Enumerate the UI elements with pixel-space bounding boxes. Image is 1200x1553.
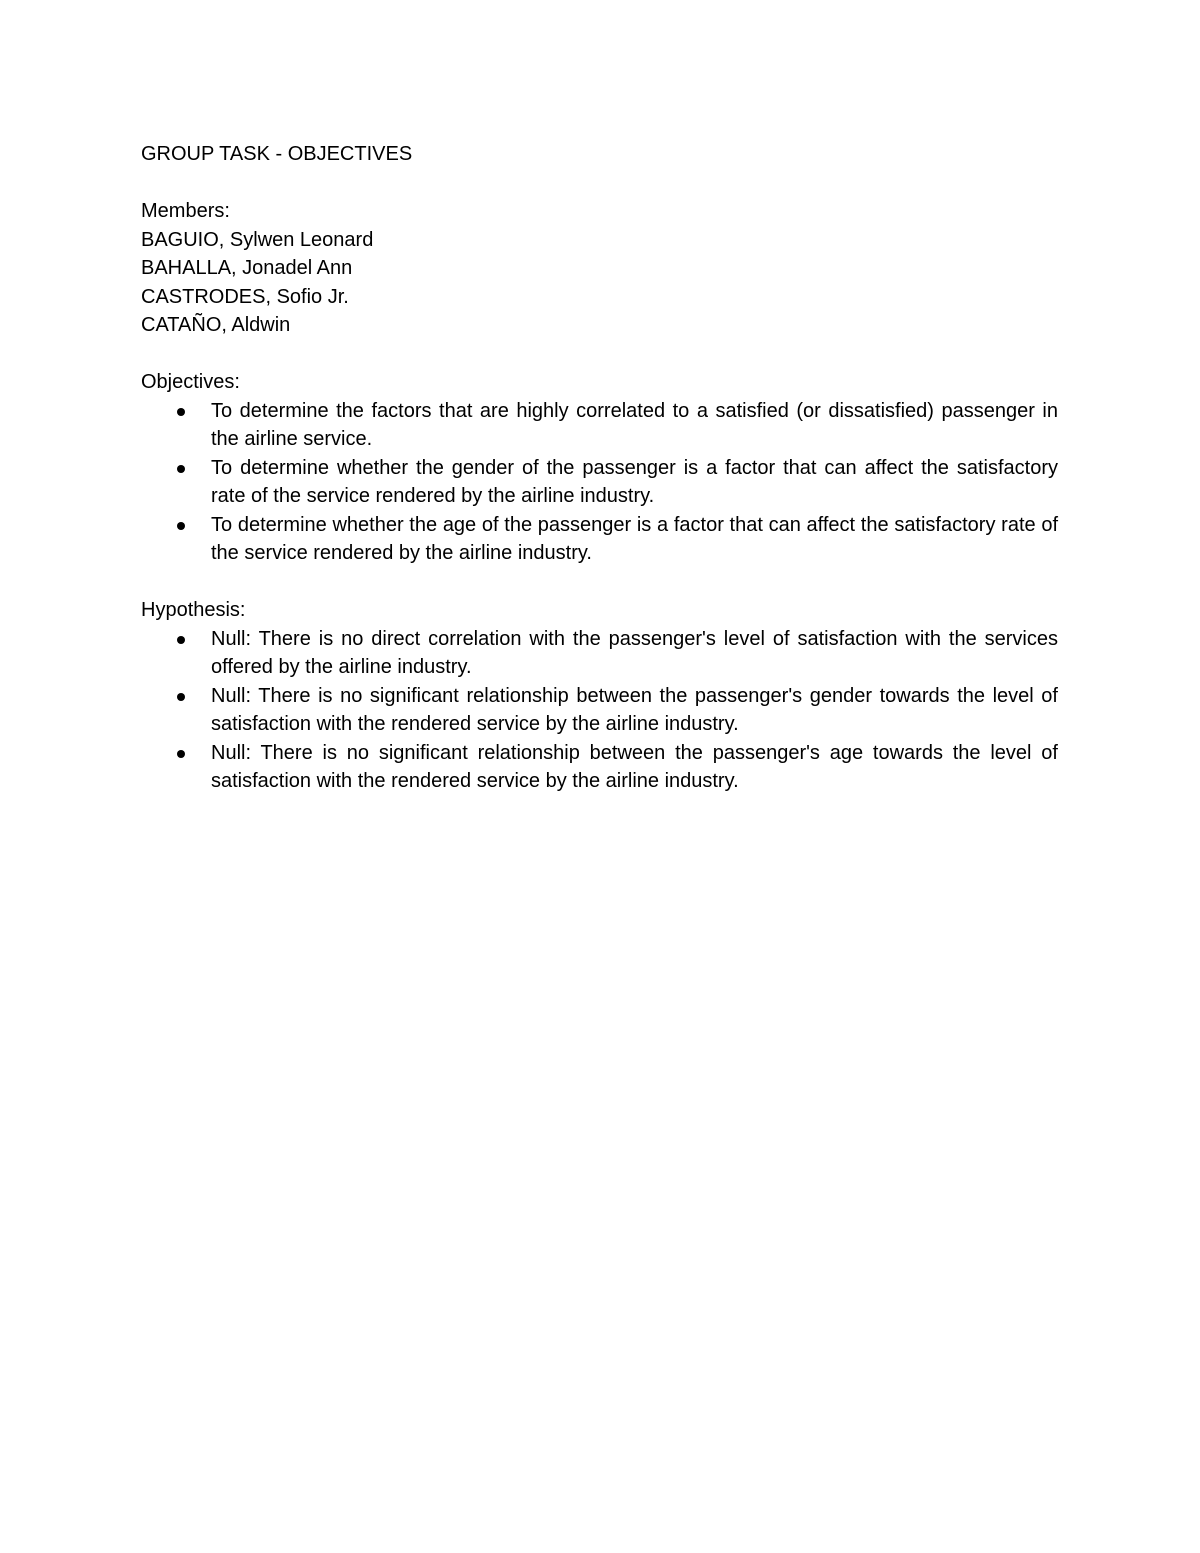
spacer [141, 169, 1058, 198]
hypothesis-item [211, 625, 1058, 682]
objective-text: To determine the factors that are highly correlated to a satisfied (or dissatisfied) passenger in the airline service. [211, 399, 1058, 450]
member-name: CATAÑO, Aldwin [141, 314, 291, 336]
objective-item [211, 454, 1058, 511]
spacer [141, 340, 1058, 369]
hypothesis-text: Null: There is no significant relationship between the passenger's age towards the level of satisfaction with the rendered service by the airline industry. [211, 741, 1058, 792]
member-name: BAHALLA, Jonadel Ann [141, 257, 353, 279]
hypothesis-item [211, 739, 1058, 796]
hypothesis-text: Null: There is no direct correlation with the passenger's level of satisfaction with the services offered by the airline industry. [211, 627, 1058, 678]
member-name: CASTRODES, Sofio Jr. [141, 285, 349, 308]
objective-item [211, 511, 1058, 568]
objectives-heading: Objectives: [141, 371, 240, 393]
hypothesis-list [141, 625, 1058, 796]
hypothesis-text: Null: There is no significant relationship between the passenger's gender towards the level of satisfaction with the rendered service by the airline industry. [211, 684, 1058, 735]
objective-text: To determine whether the gender of the passenger is a factor that can affect the satisfactory rate of the service rendered by the airline industry. [211, 456, 1058, 507]
document-page [141, 140, 1058, 796]
member-name: BAGUIO, Sylwen Leonard [141, 228, 374, 251]
bullet-icon [177, 408, 185, 416]
hypothesis-item [211, 682, 1058, 739]
objectives-list [141, 397, 1058, 568]
bullet-icon [177, 693, 185, 701]
bullet-icon [177, 522, 185, 530]
objective-item [211, 397, 1058, 454]
bullet-icon [177, 465, 185, 473]
objective-text: To determine whether the age of the passenger is a factor that can affect the satisfactory rate of the service rendered by the airline industry. [211, 513, 1058, 564]
document-title: GROUP TASK - OBJECTIVES [141, 143, 413, 165]
hypothesis-heading: Hypothesis: [141, 599, 246, 621]
bullet-icon [177, 636, 185, 644]
members-heading: Members: [141, 200, 230, 222]
bullet-icon [177, 750, 185, 758]
spacer [141, 568, 1058, 597]
